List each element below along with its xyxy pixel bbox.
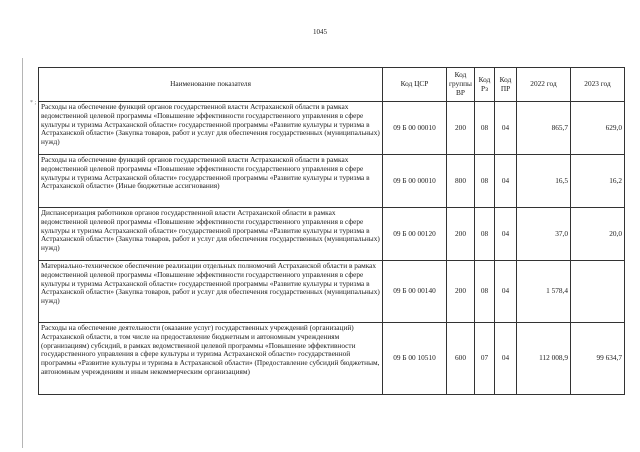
row-csr-code: 09 Б 00 00010: [383, 155, 447, 208]
row-value-2023: [571, 261, 625, 323]
row-name: Расходы на обеспечение функций органов государственной власти Астраханской области в рамках ведомственной целевой программы «Повышение эффективности государственного управления в сфере культуры и туризма Астраханской области» государственной программы «Развитие культуры и туризма в Астраханской области» (Иные бюджетные ассигнования): [39, 155, 383, 208]
row-pr-code: 04: [495, 323, 517, 395]
row-pr-code: 04: [495, 261, 517, 323]
margin-mark: * ;: [30, 100, 37, 106]
row-rz-code: 08: [475, 155, 495, 208]
table-row: [39, 261, 625, 323]
row-value-2023: 20,0: [571, 208, 625, 261]
table-row: [39, 208, 625, 261]
row-vr-code: 200: [447, 102, 475, 155]
row-value-2023: 16,2: [571, 155, 625, 208]
row-vr-code: 200: [447, 261, 475, 323]
header-csr-code: Код ЦСР: [383, 68, 447, 102]
row-name: Расходы на обеспечение функций органов государственной власти Астраханской области в рамках ведомственной целевой программы «Повышение эффективности государственного управления в сфере культуры и туризма Астраханской области» государственной программы «Развитие культуры и туризма в Астраханской области» (Закупка товаров, работ и услуг для обеспечения государственных (муниципальных) нужд): [39, 102, 383, 155]
row-vr-code: 600: [447, 323, 475, 395]
row-value-2023: 629,0: [571, 102, 625, 155]
table-row: [39, 102, 625, 155]
header-row: [39, 68, 625, 102]
table-row: [39, 155, 625, 208]
table-row: [39, 323, 625, 395]
header-rz-code: Код Рз: [475, 68, 495, 102]
row-name: Материально-техническое обеспечение реализации отдельных полномочий Астраханской области в рамках ведомственной целевой программы «Повышение эффективности государственного управления в сфере культуры и туризма Астраханской области» государственной программы «Развитие культуры и туризма в Астраханской области» (Закупка товаров, работ и услуг для обеспечения государственных (муниципальных) нужд): [39, 261, 383, 323]
header-vr-code: Код группы ВР: [447, 68, 475, 102]
row-value-2022: 37,0: [517, 208, 571, 261]
row-value-2022: 1 578,4: [517, 261, 571, 323]
row-csr-code: 09 Б 00 00010: [383, 102, 447, 155]
row-value-2022: 112 008,9: [517, 323, 571, 395]
row-rz-code: 08: [475, 208, 495, 261]
row-value-2022: 865,7: [517, 102, 571, 155]
page-left-border: [22, 58, 23, 448]
row-value-2023: 99 634,7: [571, 323, 625, 395]
header-indicator-name: Наименование показателя: [39, 68, 383, 102]
row-csr-code: 09 Б 00 00120: [383, 208, 447, 261]
row-vr-code: 800: [447, 155, 475, 208]
page-number: 1045: [313, 28, 327, 36]
row-name: Расходы на обеспечение деятельности (оказание услуг) государственных учреждений (организаций) Астраханской области, в том числе на предоставление бюджетным и автономным учреждениям (организациям) субсидий, в рамках ведомственной целевой программы «Повышение эффективности государственного управления в сфере культуры и туризма Астраханской области» государственной программы «Развитие культуры и туризма в Астраханской области» (Предоставление субсидий бюджетным, автономным учреждениям и иным некоммерческим организациям): [39, 323, 383, 395]
header-pr-code: Код ПР: [495, 68, 517, 102]
row-rz-code: 08: [475, 261, 495, 323]
header-year-2023: 2023 год: [571, 68, 625, 102]
row-pr-code: 04: [495, 155, 517, 208]
row-value-2022: 16,5: [517, 155, 571, 208]
row-pr-code: 04: [495, 102, 517, 155]
budget-table: [38, 67, 625, 395]
header-year-2022: 2022 год: [517, 68, 571, 102]
row-vr-code: 200: [447, 208, 475, 261]
row-pr-code: 04: [495, 208, 517, 261]
row-csr-code: 09 Б 00 10510: [383, 323, 447, 395]
row-name: Диспансеризация работников органов государственной власти Астраханской области в рамках ведомственной целевой программы «Повышение эффективности государственного управления в сфере культуры и туризма Астраханской области» государственной программы «Развитие культуры и туризма в Астраханской области» (Закупка товаров, работ и услуг для обеспечения государственных (муниципальных) нужд): [39, 208, 383, 261]
row-rz-code: 08: [475, 102, 495, 155]
row-rz-code: 07: [475, 323, 495, 395]
row-csr-code: 09 Б 00 00140: [383, 261, 447, 323]
